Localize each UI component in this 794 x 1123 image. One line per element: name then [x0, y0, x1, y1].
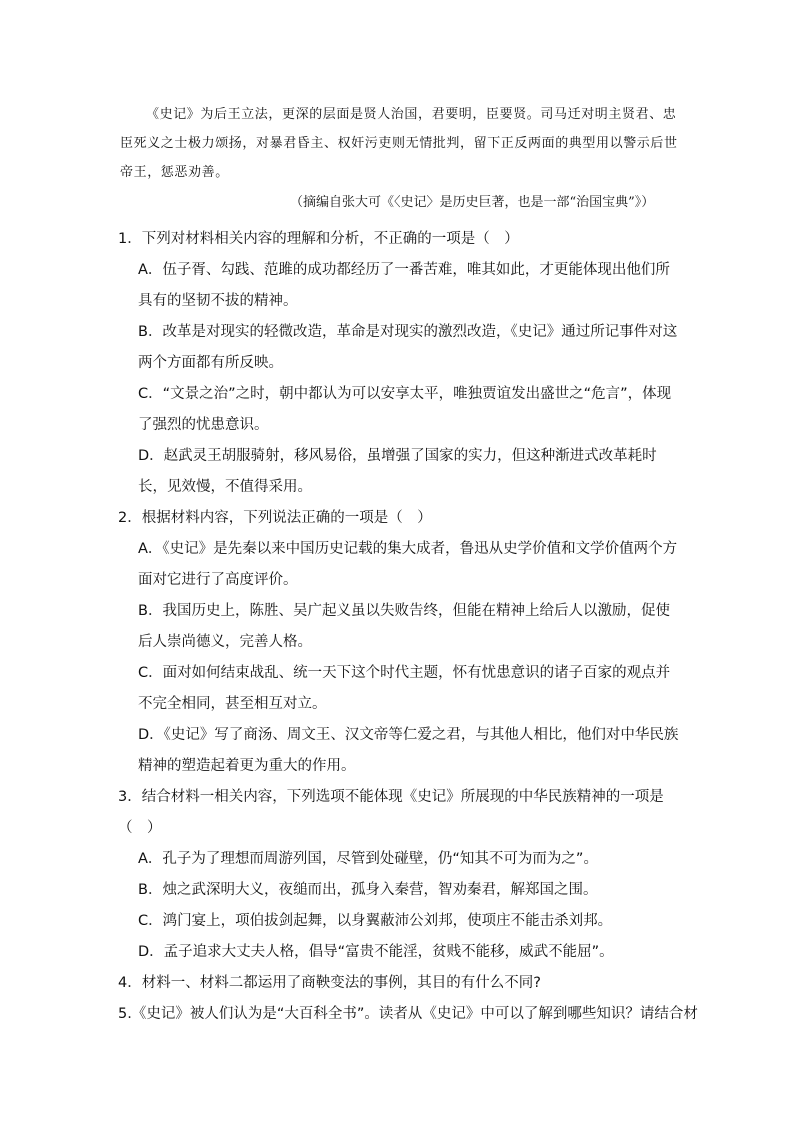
option-b: B．烛之武深明大义，夜缒而出，孤身入秦营，智劝秦君，解郑国之围。	[138, 882, 598, 898]
passage-source: （摘编自张大可《〈史记〉是历史巨著，也是一部“治国宝典”》）	[290, 195, 655, 210]
question-stem: 5.《史记》被人们认为是“大百科全书”。读者从《史记》中可以了解到哪些知识？请结合材	[118, 1006, 698, 1022]
question-list	[118, 224, 698, 1030]
option-c: C．鸿门宴上，项伯拔剑起舞，以身翼蔽沛公刘邦，使项庄不能击杀刘邦。	[138, 913, 613, 929]
option-c: C．面对如何结束战乱、统一天下这个时代主题，怀有忧患意识的诸子百家的观点并不完全相同，甚至相互对立。	[138, 665, 671, 712]
question-5	[118, 999, 698, 1030]
option-a: A．孔子为了理想而周游列国，尽管到处碰壁，仍“知其不可为而为之”。	[138, 851, 598, 867]
option-a: A．《史记》是先秦以来中国历史记载的集大成者，鲁迅从史学价值和文学价值两个方面对它进行了高度评价。	[138, 541, 678, 588]
option-c: C．“文景之治”之时，朝中都认为可以安享太平，唯独贾谊发出盛世之“危言”，体现了强烈的忧患意识。	[138, 386, 672, 433]
question-stem: 1．下列对材料相关内容的理解和分析，不正确的一项是（ ）	[118, 231, 519, 247]
question-1	[118, 224, 684, 503]
passage-paragraph: 《史记》为后王立法，更深的层面是贤人治国，君要明，臣要贤。司马迁对明主贤君、忠臣死义之士极力颂扬，对暴君昏主、权奸污吏则无情批判，留下正反两面的典型用以警示后世帝王，惩恶劝善。	[120, 107, 678, 180]
question-stem: 3．结合材料一相关内容，下列选项不能体现《史记》所展现的中华民族精神的一项是 （ ）	[118, 789, 664, 836]
question-3	[118, 782, 684, 968]
option-d: D．孟子追求大丈夫人格，倡导“富贵不能淫，贫贱不能移，威武不能屈”。	[138, 944, 614, 960]
option-d: D．赵武灵王胡服骑射，移风易俗，虽增强了国家的实力，但这种渐进式改革耗时长，见效慢，不值得采用。	[138, 448, 657, 495]
option-d: D．《史记》写了商汤、周文王、汉文帝等仁爱之君，与其他人相比，他们对中华民族精神的塑造起着更为重大的作用。	[138, 727, 679, 774]
option-b: B．我国历史上，陈胜、吴广起义虽以失败告终，但能在精神上给后人以激励，促使后人崇尚德义，完善人格。	[138, 603, 670, 650]
passage-excerpt	[120, 100, 680, 187]
question-2	[118, 503, 684, 782]
question-stem: 2．根据材料内容，下列说法正确的一项是（ ）	[118, 510, 432, 526]
question-4	[118, 968, 684, 999]
option-b: B．改革是对现实的轻微改造，革命是对现实的激烈改造，《史记》通过所记事件对这两个方面都有所反映。	[138, 324, 678, 371]
question-stem: 4．材料一、材料二都运用了商鞅变法的事例，其目的有什么不同?	[118, 975, 541, 991]
option-a: A．伍子胥、勾践、范雎的成功都经历了一番苦难，唯其如此，才更能体现出他们所具有的坚韧不拔的精神。	[138, 262, 670, 309]
